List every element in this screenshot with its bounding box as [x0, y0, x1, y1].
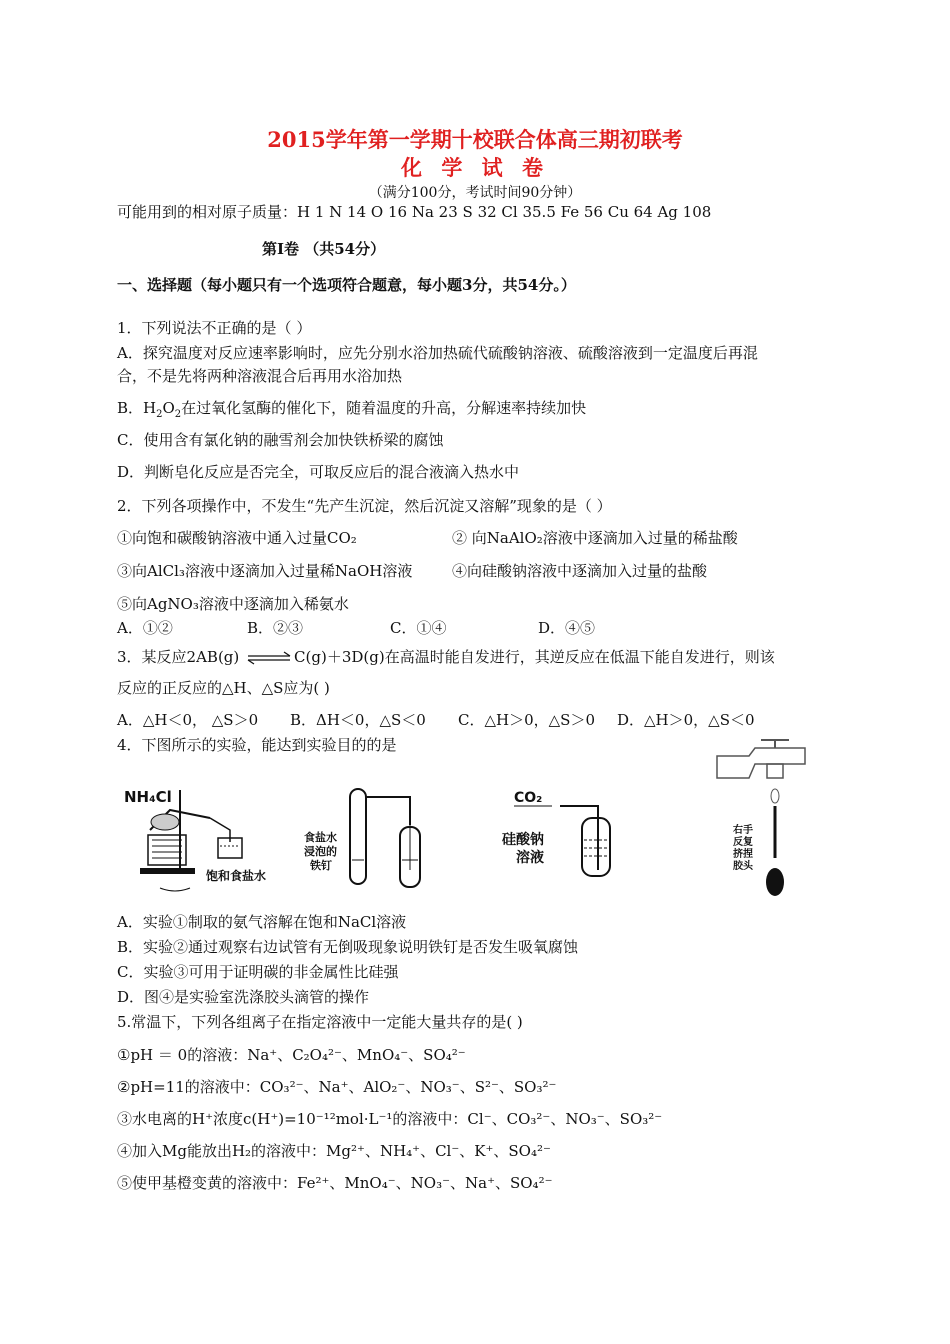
fig2-label-1: 食盐水 [304, 831, 337, 844]
q3-choice-b: B．ΔH＜0，△S＜0 [290, 711, 426, 729]
q2-choice-d: D．④⑤ [538, 619, 596, 637]
q4-stem: 4．下图所示的实验，能达到实验目的的是 [117, 736, 397, 754]
figure-4-dropper-wash [715, 738, 835, 903]
figure-3-co2-apparatus [500, 780, 630, 890]
fig1-label: NH₄Cl [124, 788, 172, 806]
exam-subtitle: （满分100分，考试时间90分钟） [368, 185, 582, 201]
q4-option-b: B．实验②通过观察右边试管有无倒吸现象说明铁钉是否发生吸氧腐蚀 [117, 938, 579, 956]
fig4-label-3: 挤捏 [733, 849, 753, 860]
q3-stem-line2: 反应的正反应的△H、△S应为( ) [117, 679, 330, 697]
q2-choice-c: C．①④ [390, 619, 447, 637]
fig2-label-3: 铁钉 [310, 859, 332, 872]
q3-choice-c: C．△H＞0，△S＞0 [458, 711, 595, 729]
q1-option-c: C．使用含有氯化钠的融雪剂会加快铁桥梁的腐蚀 [117, 431, 444, 449]
q1-option-a-line1: A．探究温度对反应速率影响时，应先分别水浴加热硫代硫酸钠溶液、硫酸溶液到一定温度后再混 [117, 344, 758, 362]
q2-item-5: ⑤向AgNO₃溶液中逐滴加入稀氨水 [117, 595, 349, 613]
figure-2-iron-nail-apparatus [300, 785, 450, 895]
fig4-label-1: 右手 [733, 825, 753, 836]
q5-item-5: ⑤使甲基橙变黄的溶液中：Fe²⁺、MnO₄⁻、NO₃⁻、Na⁺、SO₄²⁻ [117, 1174, 553, 1192]
q5-stem: 5.常温下，下列各组离子在指定溶液中一定能大量共存的是( ) [117, 1013, 523, 1031]
section-title: 一、选择题（每小题只有一个选项符合题意，每小题3分，共54分。） [117, 276, 576, 294]
q2-item-2: ② 向NaAlO₂溶液中逐滴加入过量的稀盐酸 [452, 529, 738, 547]
q2-choice-b: B．②③ [247, 619, 304, 637]
q4-option-d: D．图④是实验室洗涤胶头滴管的操作 [117, 988, 370, 1006]
q5-item-4: ④加入Mg能放出H₂的溶液中：Mg²⁺、NH₄⁺、Cl⁻、K⁺、SO₄²⁻ [117, 1142, 551, 1160]
q2-item-1: ①向饱和碳酸钠溶液中通入过量CO₂ [117, 529, 357, 547]
fig3-label: CO₂ [514, 790, 543, 806]
part1-title: 第Ⅰ卷 （共54分） [262, 240, 386, 258]
q5-item-3: ③水电离的H⁺浓度c(H⁺)=10⁻¹²mol·L⁻¹的溶液中：Cl⁻、CO₃²⁻、NO₃⁻、SO₃²⁻ [117, 1110, 663, 1128]
exam-subject: 化 学 试 卷 [401, 155, 549, 180]
q4-option-a: A．实验①制取的氨气溶解在饱和NaCl溶液 [117, 913, 407, 931]
fig3-caption-2: 溶液 [516, 850, 544, 866]
q2-item-3: ③向AlCl₃溶液中逐滴加入过量稀NaOH溶液 [117, 562, 413, 580]
equilibrium-arrow-icon [244, 651, 294, 665]
fig1-caption: 饱和食盐水 [206, 869, 267, 883]
fig4-label-4: 胶头 [733, 861, 753, 872]
q2-stem: 2．下列各项操作中，不发生“先产生沉淀，然后沉淀又溶解”现象的是（ ） [117, 497, 612, 515]
figure-1-ammonia-apparatus [120, 780, 290, 895]
q4-option-c: C．实验③可用于证明碳的非金属性比硅强 [117, 963, 399, 981]
q1-option-d: D．判断皂化反应是否完全，可取反应后的混合液滴入热水中 [117, 463, 520, 481]
q3-stem: 3．某反应2AB(g) C(g)＋3D(g)在高温时能自发进行，其逆反应在低温下能自发进行，则该 [117, 648, 775, 666]
fig4-label-2: 反复 [733, 837, 753, 848]
fig3-caption-1: 硅酸钠 [502, 832, 544, 848]
q3-choice-a: A．△H＜0， △S＞0 [117, 711, 259, 729]
q2-item-4: ④向硅酸钠溶液中逐滴加入过量的盐酸 [452, 562, 708, 580]
q3-choice-d: D．△H＞0，△S＜0 [617, 711, 755, 729]
q2-choice-a: A．①② [117, 619, 173, 637]
exam-title: 2015学年第一学期十校联合体高三期初联考 [267, 127, 683, 152]
q1-option-a-line2: 合，不是先将两种溶液混合后再用水浴加热 [117, 367, 403, 385]
q5-item-2: ②pH=11的溶液中：CO₃²⁻、Na⁺、AlO₂⁻、NO₃⁻、S²⁻、SO₃²⁻ [117, 1078, 557, 1096]
q5-item-1: ①pH ＝ 0的溶液：Na⁺、C₂O₄²⁻、MnO₄⁻、SO₄²⁻ [117, 1046, 466, 1064]
q1-option-b: B．$H_2O_2$在过氧化氢酶的催化下，随着温度的升高，分解速率持续加快 [117, 399, 587, 420]
fig2-label-2: 浸泡的 [304, 845, 337, 858]
q1-stem: 1．下列说法不正确的是（ ） [117, 319, 312, 337]
atomic-masses: 可能用到的相对原子质量：H 1 N 14 O 16 Na 23 S 32 Cl 35.5 Fe 56 Cu 64 Ag 108 [117, 203, 712, 221]
